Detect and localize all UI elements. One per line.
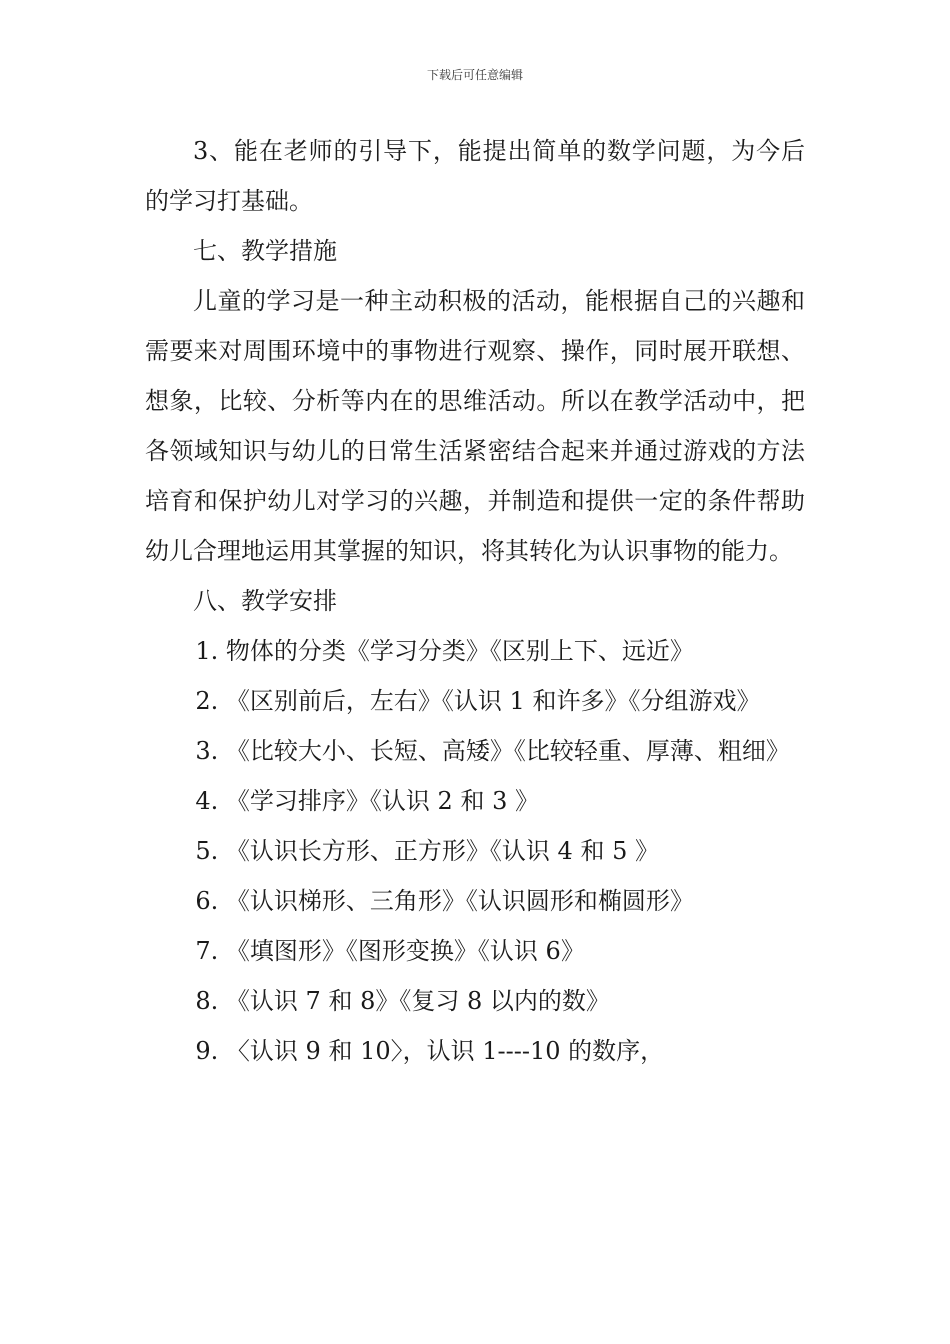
schedule-item-1: 1. 物体的分类《学习分类》《区别上下、远近》	[195, 637, 694, 665]
schedule-item-6: 6. 《认识梯形、三角形》《认识圆形和椭圆形》	[195, 887, 694, 915]
schedule-item-5: 5. 《认识长方形、正方形》《认识 4 和 5 》	[195, 837, 659, 865]
schedule-item-7: 7. 《填图形》《图形变换》《认识 6》	[195, 937, 585, 965]
section-heading-teaching-measures: 七、教学措施	[193, 237, 337, 265]
schedule-item-9: 9. 〈认识 9 和 10〉，认识 1----10 的数序，	[195, 1037, 665, 1065]
page-header: 下载后可任意编辑	[426, 68, 523, 82]
paragraph-goal-3: 3、能在老师的引导下，能提出简单的数学问题，为今后的学习打基础。	[145, 137, 805, 215]
document-body	[145, 126, 805, 1076]
schedule-item-8: 8. 《认识 7 和 8》《复习 8 以内的数》	[195, 987, 610, 1015]
schedule-item-4: 4. 《学习排序》《认识 2 和 3 》	[195, 787, 539, 815]
schedule-item-2: 2. 《区别前后，左右》《认识 1 和许多》《分组游戏》	[195, 687, 761, 715]
schedule-item-3: 3. 《比较大小、长短、高矮》《比较轻重、厚薄、粗细》	[195, 737, 790, 765]
section-heading-teaching-schedule: 八、教学安排	[193, 587, 337, 615]
paragraph-teaching-measures: 儿童的学习是一种主动积极的活动，能根据自己的兴趣和需要来对周围环境中的事物进行观察、操作，同时展开联想、想象，比较、分析等内在的思维活动。所以在教学活动中，把各领域知识与幼儿的日常生活紧密结合起来并通过游戏的方法培育和保护幼儿对学习的兴趣，并制造和提供一定的条件帮助幼儿合理地运用其掌握的知识，将其转化为认识事物的能力。	[145, 287, 805, 565]
